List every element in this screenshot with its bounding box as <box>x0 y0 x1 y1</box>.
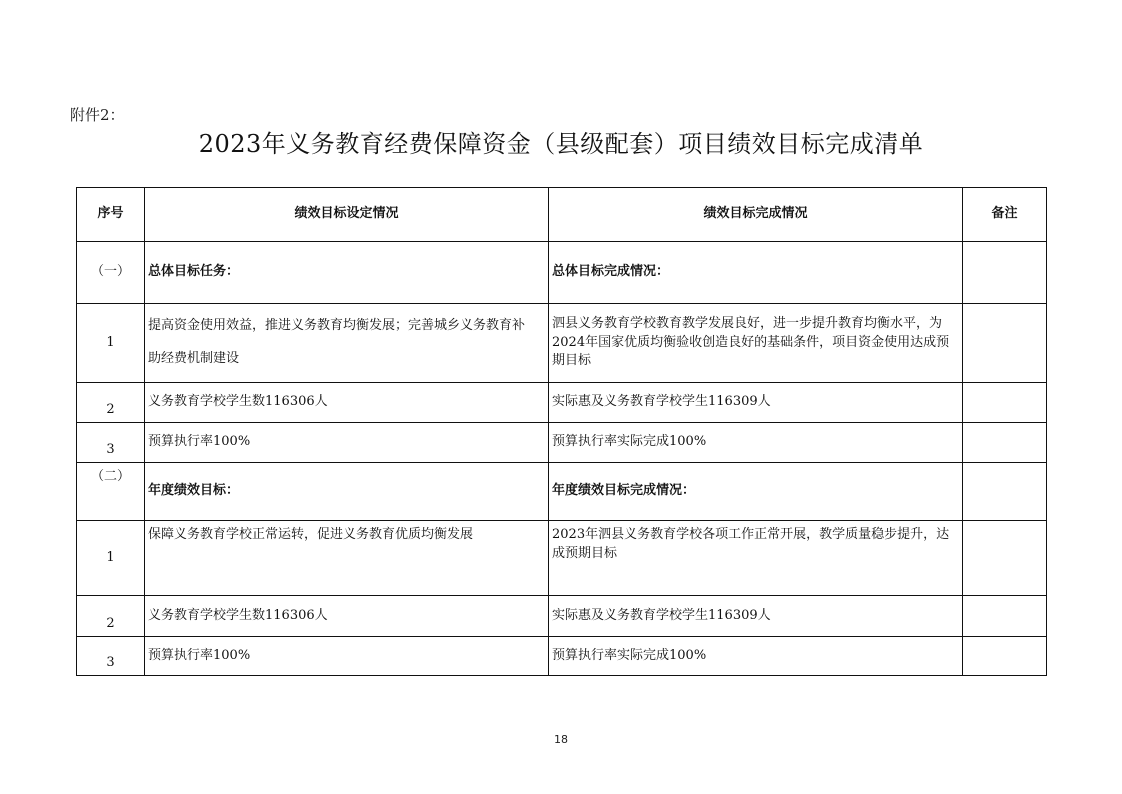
row-index: 2 <box>77 596 145 637</box>
target-cell <box>145 304 549 383</box>
section-completion-label: 年度绩效目标完成情况： <box>549 463 963 521</box>
row-index: 2 <box>77 383 145 423</box>
document-title: 2023年义务教育经费保障资金（县级配套）项目绩效目标完成清单 <box>198 130 924 158</box>
header-row <box>77 188 1047 242</box>
section-target-label: 总体目标任务： <box>145 242 549 304</box>
target-cell: 预算执行率100% <box>145 423 549 463</box>
target-cell: 预算执行率100% <box>145 637 549 676</box>
remarks-cell <box>963 423 1047 463</box>
remarks-cell <box>963 637 1047 676</box>
target-cell: 保障义务教育学校正常运转，促进义务教育优质均衡发展 <box>145 521 549 596</box>
row-index: 1 <box>77 304 145 383</box>
header-target: 绩效目标设定情况 <box>145 188 549 242</box>
section-index: （二） <box>77 463 145 521</box>
section-index: （一） <box>77 242 145 304</box>
completion-cell: 预算执行率实际完成100% <box>549 637 963 676</box>
remarks-cell <box>963 383 1047 423</box>
completion-cell: 2023年泗县义务教育学校各项工作正常开展，教学质量稳步提升，达成预期目标 <box>549 521 963 596</box>
target-text-line2: 助经费机制建设 <box>148 351 240 366</box>
header-index: 序号 <box>77 188 145 242</box>
completion-cell: 泗县义务教育学校教育教学发展良好，进一步提升教育均衡水平，为2024年国家优质均衡验收创造良好的基础条件，项目资金使用达成预期目标 <box>549 304 963 383</box>
row-index: 3 <box>77 637 145 676</box>
row-index: 1 <box>77 521 145 596</box>
header-completion: 绩效目标完成情况 <box>549 188 963 242</box>
section-completion-label: 总体目标完成情况： <box>549 242 963 304</box>
section-target-label: 年度绩效目标： <box>145 463 549 521</box>
table-row <box>77 383 1047 423</box>
remarks-cell <box>963 596 1047 637</box>
target-cell: 义务教育学校学生数116306人 <box>145 383 549 423</box>
completion-cell: 实际惠及义务教育学校学生116309人 <box>549 383 963 423</box>
table-row <box>77 304 1047 383</box>
table-row <box>77 423 1047 463</box>
target-cell: 义务教育学校学生数116306人 <box>145 596 549 637</box>
page-number: 18 <box>554 733 568 746</box>
section-row <box>77 463 1047 521</box>
attachment-label: 附件2： <box>70 106 125 124</box>
remarks-cell <box>963 521 1047 596</box>
row-index: 3 <box>77 423 145 463</box>
remarks-cell <box>963 242 1047 304</box>
section-row <box>77 242 1047 304</box>
completion-cell: 预算执行率实际完成100% <box>549 423 963 463</box>
table-row <box>77 596 1047 637</box>
remarks-cell <box>963 304 1047 383</box>
performance-table <box>76 187 1047 676</box>
remarks-cell <box>963 463 1047 521</box>
table-row <box>77 521 1047 596</box>
header-remarks: 备注 <box>963 188 1047 242</box>
target-text-line1: 提高资金使用效益，推进义务教育均衡发展；完善城乡义务教育补 <box>148 318 526 334</box>
table-row <box>77 637 1047 676</box>
completion-cell: 实际惠及义务教育学校学生116309人 <box>549 596 963 637</box>
